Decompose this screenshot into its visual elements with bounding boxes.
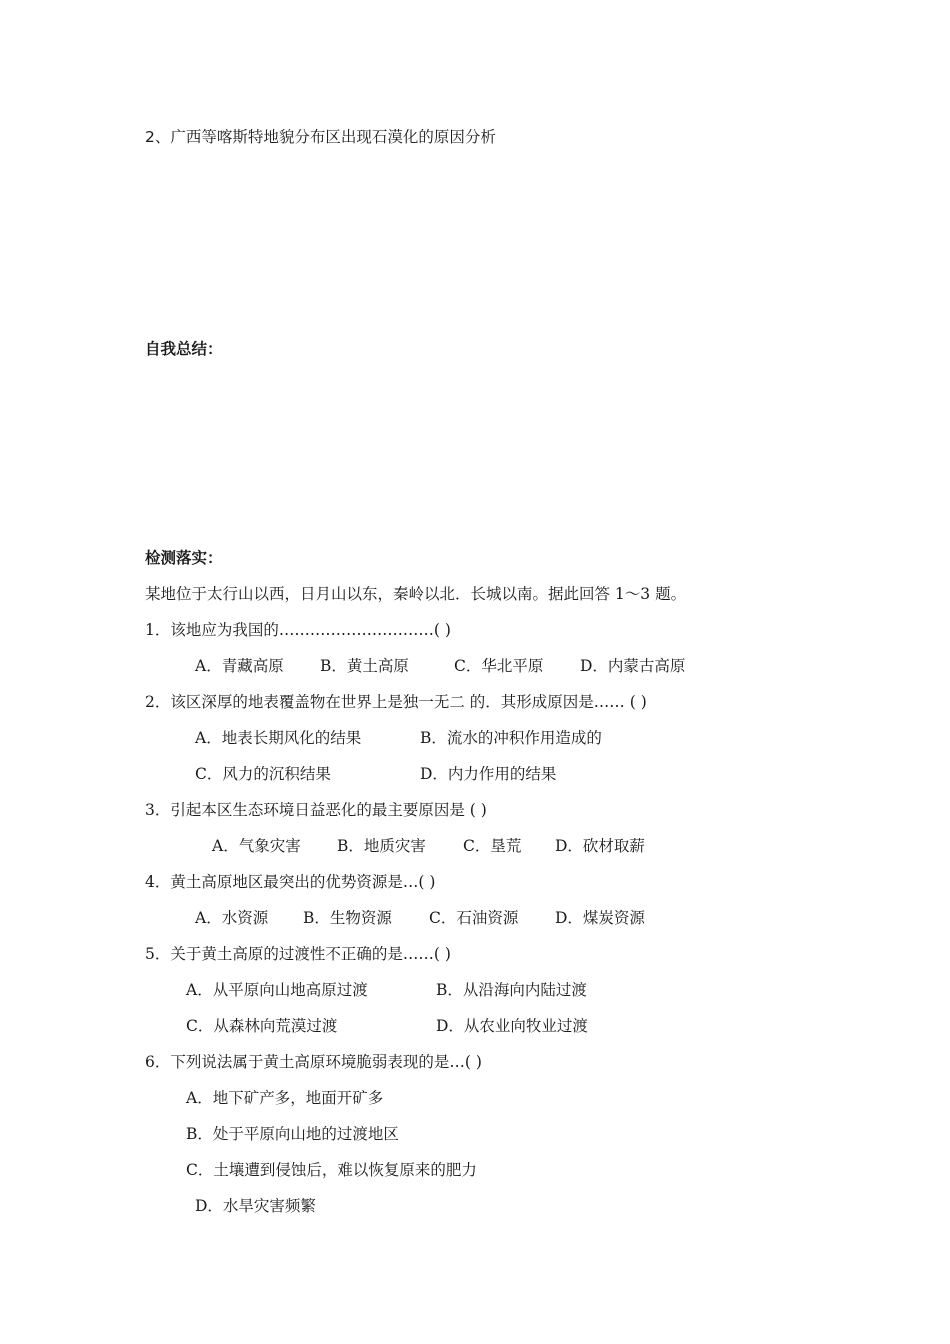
question-2-options-row-2 [195, 764, 556, 784]
question-3-stem: 3．引起本区生态环境日益恶化的最主要原因是 ( ) [145, 801, 487, 819]
option-d: D．内蒙古高原 [580, 657, 686, 675]
option-a: A．地表长期风化的结果 [195, 729, 362, 747]
analysis-question-2: 2、广西等喀斯特地貌分布区出现石漠化的原因分析 [145, 128, 496, 146]
question-6-option-c: C．土壤遭到侵蚀后，难以恢复原来的肥力 [186, 1161, 477, 1179]
option-a: A．气象灾害 [212, 837, 301, 855]
option-d: D．煤炭资源 [555, 909, 645, 927]
option-b: B．从沿海向内陆过渡 [436, 981, 587, 999]
option-b: B．黄土高原 [320, 657, 409, 675]
option-d: D．内力作用的结果 [420, 765, 557, 783]
question-4-options [195, 908, 645, 928]
option-c: C．华北平原 [454, 657, 544, 675]
question-1-stem: 1．该地应为我国的…………………………( ) [145, 621, 451, 639]
option-a: A．从平原向山地高原过渡 [186, 981, 368, 999]
option-b: B．生物资源 [303, 909, 392, 927]
question-5-options-row-2 [186, 1016, 588, 1036]
option-d: D．从农业向牧业过渡 [436, 1017, 588, 1035]
option-c: C．垦荒 [463, 837, 522, 855]
question-2-stem: 2．该区深厚的地表覆盖物在世界上是独一无二 的．其形成原因是…… ( ) [145, 693, 647, 711]
question-1-options [195, 656, 685, 676]
option-a: A．水资源 [195, 909, 269, 927]
check-heading: 检测落实： [145, 549, 223, 567]
question-6-option-d: D．水旱灾害频繁 [195, 1197, 316, 1215]
question-6-option-b: B．处于平原向山地的过渡地区 [186, 1125, 399, 1143]
option-a: A．青藏高原 [195, 657, 284, 675]
question-6-stem: 6．下列说法属于黄土高原环境脆弱表现的是…( ) [145, 1053, 482, 1071]
question-3-options [212, 836, 645, 856]
question-6-option-a: A．地下矿产多，地面开矿多 [186, 1089, 384, 1107]
question-2-options-row-1 [195, 728, 602, 748]
question-5-options-row-1 [186, 980, 587, 1000]
option-c: C．石油资源 [429, 909, 519, 927]
option-c: C．从森林向荒漠过渡 [186, 1017, 338, 1035]
self-summary-heading: 自我总结： [145, 340, 223, 358]
question-intro: 某地位于太行山以西，日月山以东，秦岭以北．长城以南。据此回答 1～3 题。 [145, 585, 687, 603]
option-d: D．砍材取薪 [555, 837, 645, 855]
option-c: C．风力的沉积结果 [195, 765, 331, 783]
option-b: B．流水的冲积作用造成的 [420, 729, 602, 747]
question-4-stem: 4．黄土高原地区最突出的优势资源是…( ) [145, 873, 436, 891]
question-5-stem: 5．关于黄土高原的过渡性不正确的是……( ) [145, 945, 451, 963]
option-b: B．地质灾害 [337, 837, 426, 855]
